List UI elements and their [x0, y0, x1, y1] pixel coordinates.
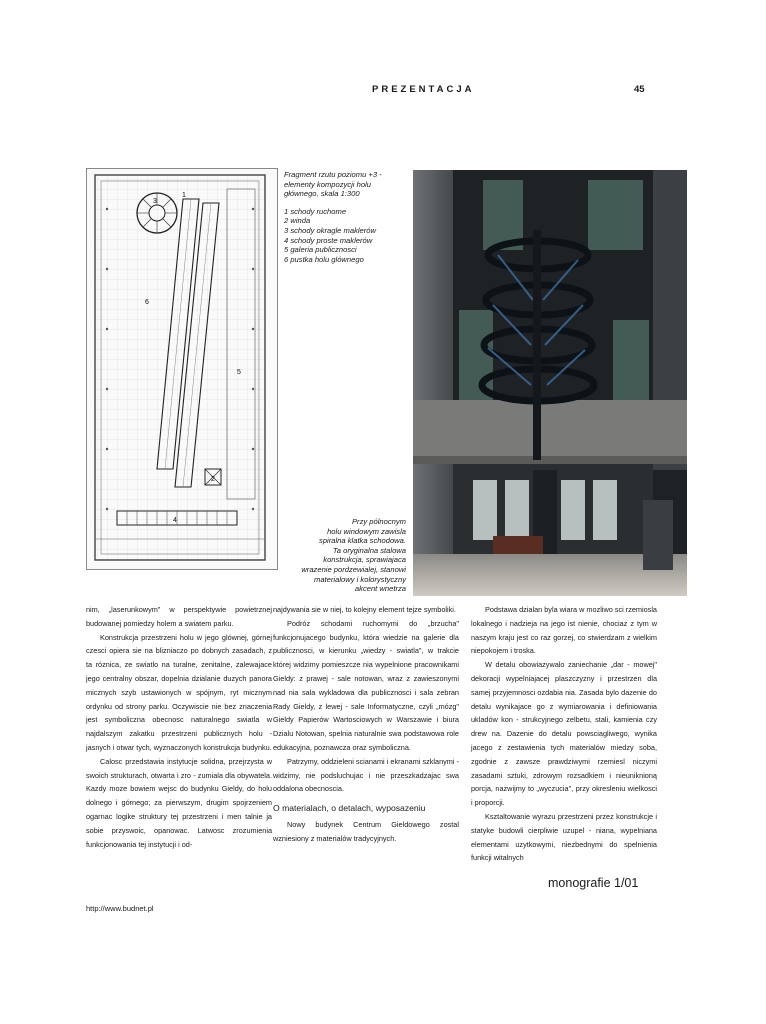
article-column-2: [273, 603, 459, 846]
photo-caption-line: konstrukcja, sprawiajaca: [323, 555, 406, 565]
legend-item: 6 pustka holu glównego: [284, 254, 364, 264]
photo-caption-line: holu windowym zawisla: [327, 526, 406, 536]
photo-caption-line: spiralna klatka schodowa.: [319, 536, 406, 546]
paragraph: Ksztaltowanie wyrazu przestrzeni przez konstrukcje i statyke budowli cierpliwie uzupel - niana, wypelniana elementami uzytkowymi, niezbednymi do spelnienia funkcji witalnych: [471, 811, 657, 863]
paragraph: Podróz schodami ruchomymi do „brzucha" funkcjonujacego budynku, która wiedzie na galerie dla publicznosci, w kierunku „wiedzy - swiatla", w trakcie której widzimy pomieszcze nia wypelnione pracownikami Gieldy: z prawej - sale notowan, wraz z zawieszonymi nad nia sala wykladowa dla publicznosci i sala zebran Rady Gieldy, z lewej - sale Informatyczne, czyli „mózg" Gieldy Papierów Wartosciowych w Warszawie i biura Dzialu Notowan, spelnia naturalnie swa podstawowa role edukacyjna, poznawcza oraz symboliczna.: [273, 618, 459, 752]
section-heading: O materialach, o detalach, wyposazeniu: [273, 803, 426, 814]
photo-caption-line: akcent wnetrza: [354, 584, 406, 594]
article-column-1: [86, 603, 272, 851]
photo-caption-line: materialowy i kolorystyczny: [314, 574, 406, 584]
plan-caption-line: Fragment rzutu poziomu +3 -: [284, 170, 382, 179]
spiral-staircase-photo: [413, 170, 687, 596]
running-header: PREZENTACJA: [372, 84, 475, 95]
legend-item: 5 galeria publicznosci: [284, 245, 357, 255]
paragraph: Calosc przedstawia instytucje solidna, przejrzysta w swoich strukturach, otwarta i zro - zumiala dla obywatela. Kazdy moze bowiem wejsc do budynku Gieldy, do holu dolnego i górnego; za pierwszym, drugim spojrzeniem ogarnac logike struktury tej przestrzeni i men talnie ja sobie przyswoic, opanowac. Latwosc zrozumienia funkcjonowania tej instytucji i od-: [86, 756, 272, 849]
legend-item: 2 winda: [284, 216, 311, 226]
paragraph: W detalu obowiazywalo zaniechanie „dar - mowej" dekoracji wypelniajacej plaszczyzny i przestrzen dla samej przyjemnosci ozdabia nia. Zasada bylo dazenie do detalu wynikajace go z wymiarowania i definiowania ukladów kon - strukcyjnego zelbetu, stali, kamienia czy drew na. Dazenie do detalu powsciagliwego, wynika jacego z zestawienia tych materialów miedzy soba, zgodnie z zawsze prawdziwymi rzemiesl niczymi zasadami sztuki, zdrowym rozsadkiem i nieuniknioną porcja, nazwijmy to „wyczucia", przy okresleniu wielkosci i proporcji.: [471, 660, 657, 808]
floor-plan-svg: [87, 169, 277, 569]
article-column-3: [471, 603, 657, 865]
plan-label-3: 3: [153, 198, 157, 205]
paragraph: Konstrukcja przestrzeni holu w jego glównej, górnej czesci opiera sie na blizniaczo po dobnych zasadach, z ta róznica, ze swiatlo na turalne, zenitalne, zalewajace jego centralny obszar, dopelnia dzialanie duzych panora micznych szyb ustawionych w spójnym, ryt micznym ordynku od strony parku. Oczywiscie nie bez znaczenia jest symboliczna obecnosc naturalnego swiatla w najdalszym zakatku przestrzeni publicznych holu -jasnych i otwar tych, wyznaczonych konstrukcja budynku.: [86, 632, 272, 752]
paragraph: Nowy budynek Centrum Gieldowego zostal wzniesiony z materialów tradycyjnych.: [273, 819, 459, 843]
plan-label-6: 6: [145, 299, 149, 306]
plan-caption-line: elementy kompozycji holu: [284, 179, 371, 189]
photo-caption-line: Przy pólnocnym: [351, 517, 406, 526]
plan-caption-line: głównego, skala 1:300: [284, 189, 360, 199]
legend-item: 1 schody ruchome: [284, 206, 347, 216]
photo-svg: [413, 170, 687, 596]
plan-label-1: 1: [182, 192, 186, 199]
plan-caption: [284, 170, 406, 264]
plan-label-5: 5: [237, 369, 241, 376]
photo-caption-line: Ta oryginalna stalowa: [332, 545, 406, 555]
floor-plan-drawing: [86, 168, 278, 570]
legend-item: 4 schody proste maklerów: [284, 235, 373, 245]
plan-label-4: 4: [173, 517, 177, 524]
magazine-issue: monografie 1/01: [548, 876, 639, 890]
paragraph: Patrzymy, oddzieleni scianami i ekranami szklanymi - widzimy, nie podsluchujac i nie przeszkadzajac swa oddalona obecnoscia.: [273, 756, 459, 794]
footer-url[interactable]: http://www.budnet.pl: [86, 904, 154, 913]
paragraph: nim, „laserunkowym" w perspektywie powietrznej budowanej pomiedzy holem a swiatem parku.: [86, 605, 272, 628]
paragraph: najdywania sie w niej, to kolejny element tejze symboliki.: [273, 605, 456, 614]
paragraph: Podstawa dzialan byla wiara w mozliwo sci rzemiosla lokalnego i nadzieja na jego ist nienie, chociaz z tym w naszym kraju jest co raz gorzej, co stwierdzam z wielkim niepokojem i troska.: [471, 605, 657, 656]
page-number: 45: [634, 84, 645, 95]
photo-caption-line: wrazenie pordzewialej, stanowi: [301, 564, 406, 574]
photo-caption: [280, 517, 406, 594]
plan-label-2: 2: [211, 476, 215, 483]
legend-item: 3 schody okragle maklerów: [284, 225, 377, 235]
